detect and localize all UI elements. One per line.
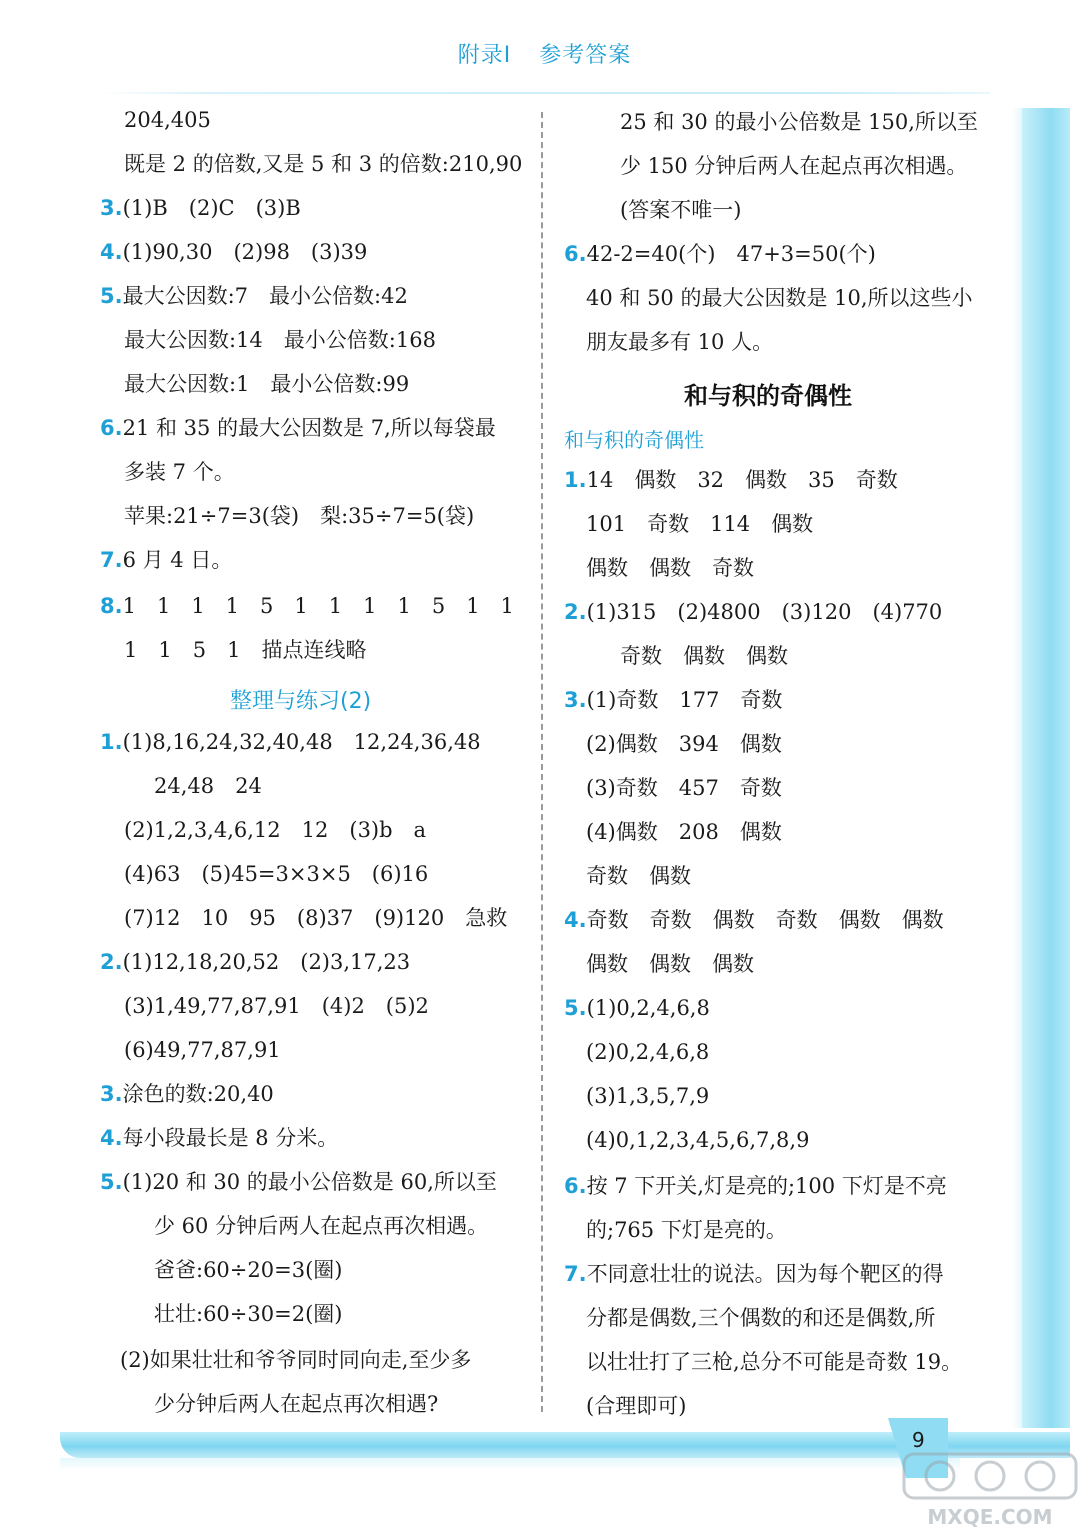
question-number: 7. xyxy=(100,548,123,572)
practice-5 xyxy=(100,1168,497,1196)
answer-6 xyxy=(564,1172,947,1200)
right-band-edge xyxy=(1012,108,1022,1428)
answer-text: 6 月 4 日。 xyxy=(122,548,233,572)
answer-text: (1)315 (2)4800 (3)120 (4)770 xyxy=(586,600,943,624)
answer-line: (2)偶数 394 偶数 xyxy=(586,732,782,756)
answer-line: 40 和 50 的最大公因数是 10,所以这些小 xyxy=(586,286,973,310)
answer-text: (1)20 和 30 的最小公倍数是 60,所以至 xyxy=(122,1170,497,1194)
answer-5 xyxy=(564,994,710,1022)
answer-text: (1)8,16,24,32,40,48 12,24,36,48 xyxy=(122,730,481,754)
answer-line: (6)49,77,87,91 xyxy=(124,1038,281,1062)
answer-line: 最大公因数:1 最小公倍数:99 xyxy=(124,372,410,396)
answer-text: (1)90,30 (2)98 (3)39 xyxy=(122,240,368,264)
answer-line: 少分钟后两人在起点再次相遇? xyxy=(154,1392,439,1416)
answer-line: 少 60 分钟后两人在起点再次相遇。 xyxy=(154,1214,489,1238)
section-heading: 和与积的奇偶性 xyxy=(684,382,852,410)
answer-text: 不同意壮壮的说法。因为每个靶区的得 xyxy=(586,1262,944,1286)
practice-4 xyxy=(100,1124,338,1152)
question-number: 6. xyxy=(564,242,587,266)
question-number: 2. xyxy=(100,950,123,974)
question-number: 1. xyxy=(100,730,123,754)
header-rule xyxy=(100,92,990,94)
question-number: 5. xyxy=(100,1170,123,1194)
answer-line: 既是 2 的倍数,又是 5 和 3 的倍数:210,90 xyxy=(124,152,523,176)
question-6 xyxy=(100,414,496,442)
answer-4 xyxy=(564,906,944,934)
question-number: 4. xyxy=(564,908,587,932)
answer-text: 最大公因数:7 最小公倍数:42 xyxy=(122,284,408,308)
question-number: 3. xyxy=(564,688,587,712)
answer-1 xyxy=(564,466,898,494)
question-number: 3. xyxy=(100,196,123,220)
answer-line: 朋友最多有 10 人。 xyxy=(586,330,774,354)
answer-line: 25 和 30 的最小公倍数是 150,所以至 xyxy=(620,110,978,134)
answer-text: 按 7 下开关,灯是亮的;100 下灯是不亮 xyxy=(586,1174,947,1198)
answer-line: 奇数 偶数 偶数 xyxy=(620,644,788,668)
question-number: 4. xyxy=(100,1126,123,1150)
answer-line: 少 150 分钟后两人在起点再次相遇。 xyxy=(620,154,968,178)
answer-line: 204,405 xyxy=(124,108,211,132)
watermark-logo xyxy=(900,1450,1080,1530)
question-number: 5. xyxy=(564,996,587,1020)
answer-line: 壮壮:60÷30=2(圈) xyxy=(154,1302,343,1326)
answer-line: (3)奇数 457 奇数 xyxy=(586,776,782,800)
answer-line: (合理即可) xyxy=(586,1394,687,1418)
question-number: 1. xyxy=(564,468,587,492)
answer-line: (4)63 (5)45=3×3×5 (6)16 xyxy=(124,862,429,886)
answer-text: (1)0,2,4,6,8 xyxy=(586,996,710,1020)
question-number: 4. xyxy=(100,240,123,264)
question-number: 6. xyxy=(100,416,123,440)
answer-line: (2)如果壮壮和爷爷同时同向走,至少多 xyxy=(120,1348,472,1372)
header-appendix: 附录Ⅰ xyxy=(457,43,512,68)
header-title: 参考答案 xyxy=(539,43,632,68)
question-number: 8. xyxy=(100,594,123,618)
question-number: 3. xyxy=(100,1082,123,1106)
question-number: 2. xyxy=(564,600,587,624)
question-5 xyxy=(100,282,408,310)
answer-line: 分都是偶数,三个偶数的和还是偶数,所 xyxy=(586,1306,936,1330)
question-8 xyxy=(100,592,514,620)
answer-line: 多装 7 个。 xyxy=(124,460,235,484)
answer-line: (2)0,2,4,6,8 xyxy=(586,1040,710,1064)
page-header xyxy=(0,38,1089,69)
answer-line: 1 1 5 1 描点连线略 xyxy=(124,638,367,662)
answer-text: 1 1 1 1 5 1 1 1 1 5 1 1 xyxy=(122,594,514,618)
answer-text: 21 和 35 的最大公因数是 7,所以每袋最 xyxy=(122,416,496,440)
answer-line: 以壮壮打了三枪,总分不可能是奇数 19。 xyxy=(586,1350,963,1374)
column-divider xyxy=(541,112,543,1412)
answer-7 xyxy=(564,1260,944,1288)
question-number: 6. xyxy=(564,1174,587,1198)
answer-line: 最大公因数:14 最小公倍数:168 xyxy=(124,328,436,352)
question-4 xyxy=(100,238,367,266)
question-6 xyxy=(564,240,876,268)
watermark-text: MXQE.COM xyxy=(927,1505,1053,1529)
answer-line: 101 奇数 114 偶数 xyxy=(586,512,814,536)
answer-text: 42-2=40(个) 47+3=50(个) xyxy=(586,242,876,266)
right-edge-band xyxy=(1022,108,1070,1428)
answer-line: (2)1,2,3,4,6,12 12 (3)b a xyxy=(124,818,427,842)
answer-line: (3)1,3,5,7,9 xyxy=(586,1084,710,1108)
bottom-shadow xyxy=(60,1458,960,1470)
answer-2 xyxy=(564,598,942,626)
answer-line: (答案不唯一) xyxy=(620,198,742,222)
question-number: 5. xyxy=(100,284,123,308)
answer-text: 奇数 奇数 偶数 奇数 偶数 偶数 xyxy=(586,908,944,932)
answer-line: (4)0,1,2,3,4,5,6,7,8,9 xyxy=(586,1128,810,1152)
answer-text: (1)奇数 177 奇数 xyxy=(586,688,783,712)
answer-text: (1)B (2)C (3)B xyxy=(122,196,301,220)
practice-2 xyxy=(100,948,410,976)
answer-line: (7)12 10 95 (8)37 (9)120 急救 xyxy=(124,906,508,930)
practice-1 xyxy=(100,728,481,756)
answer-text: 涂色的数:20,40 xyxy=(122,1082,274,1106)
answer-text: (1)12,18,20,52 (2)3,17,23 xyxy=(122,950,411,974)
answer-line: 偶数 偶数 奇数 xyxy=(586,556,754,580)
answer-text: 14 偶数 32 偶数 35 奇数 xyxy=(586,468,898,492)
answer-text: 每小段最长是 8 分米。 xyxy=(122,1126,339,1150)
answer-line: 的;765 下灯是亮的。 xyxy=(586,1218,787,1242)
answer-line: 奇数 偶数 xyxy=(586,864,691,888)
answer-line: (3)1,49,77,87,91 (4)2 (5)2 xyxy=(124,994,429,1018)
question-7 xyxy=(100,546,232,574)
answer-3 xyxy=(564,686,782,714)
question-number: 7. xyxy=(564,1262,587,1286)
section-title: 整理与练习(2) xyxy=(230,689,372,714)
subsection-title: 和与积的奇偶性 xyxy=(564,428,704,452)
practice-3 xyxy=(100,1080,274,1108)
answer-line: 24,48 24 xyxy=(154,774,262,798)
question-3 xyxy=(100,194,301,222)
answer-line: 爸爸:60÷20=3(圈) xyxy=(154,1258,343,1282)
answer-line: (4)偶数 208 偶数 xyxy=(586,820,782,844)
answer-line: 苹果:21÷7=3(袋) 梨:35÷7=5(袋) xyxy=(124,504,475,528)
answer-line: 偶数 偶数 偶数 xyxy=(586,952,754,976)
page-number: 9 xyxy=(912,1428,925,1452)
